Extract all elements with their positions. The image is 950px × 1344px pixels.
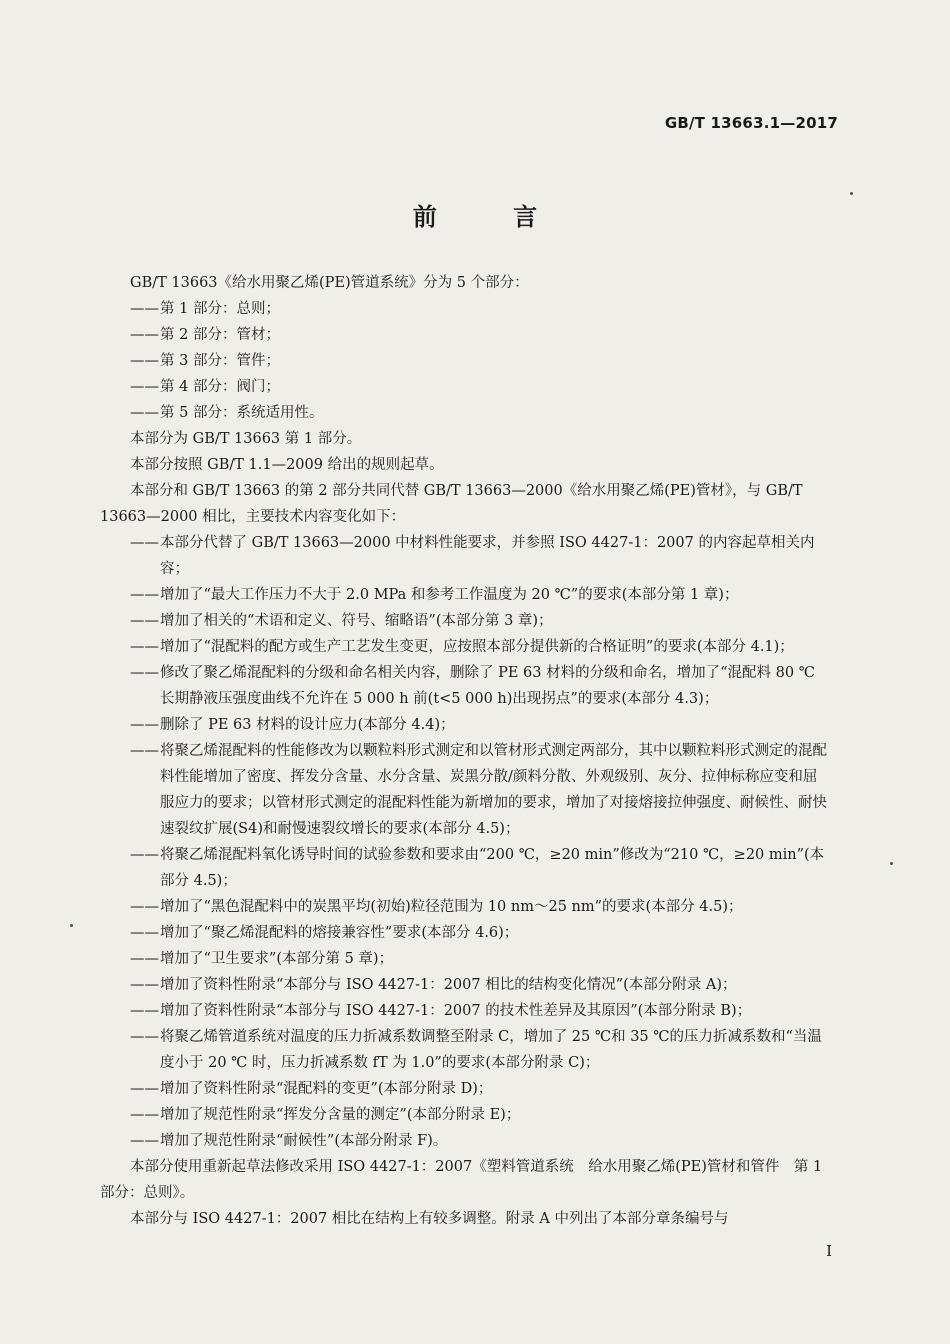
change-item: —— 本部分代替了 GB/T 13663—2000 中材料性能要求，并参照 ISO 4427-1：2007 的内容起草相关内容； [100, 530, 830, 582]
change-item: —— 删除了 PE 63 材料的设计应力(本部分 4.4)； [100, 712, 830, 738]
change-item: —— 增加了资料性附录“混配料的变更”(本部分附录 D)； [100, 1076, 830, 1102]
change-item: —— 增加了相关的“术语和定义、符号、缩略语”(本部分第 3 章)； [100, 608, 830, 634]
dash-marker: —— [130, 327, 159, 343]
dash-marker: —— [130, 1003, 159, 1019]
dash-marker: —— [130, 613, 159, 629]
change-item: —— 增加了资料性附录“本部分与 ISO 4427-1：2007 的技术性差异及其原因”(本部分附录 B)； [100, 998, 830, 1024]
dash-marker: —— [130, 301, 159, 317]
change-item: —— 将聚乙烯混配料的性能修改为以颗粒料形式测定和以管材形式测定两部分，其中以颗粒料形式测定的混配料性能增加了密度、挥发分含量、水分含量、炭黑分散/颜料分散、外观级别、灰分、拉伸标称应变和屈服应力的要求；以管材形式测定的混配料性能为新增加的要求，增加了对接熔接拉伸强度、耐候性、耐快速裂纹扩展(S4)和耐慢速裂纹增长的要求(本部分 4.5)； [100, 738, 830, 842]
dash-marker: —— [130, 1081, 159, 1097]
paragraph: 本部分按照 GB/T 1.1—2009 给出的规则起草。 [130, 457, 444, 473]
paragraph: 本部分为 GB/T 13663 第 1 部分。 [130, 431, 362, 447]
dash-marker: —— [130, 353, 159, 369]
list-item: —— 第 1 部分：总则； [100, 296, 830, 322]
dash-marker: —— [130, 743, 159, 759]
change-item: —— 增加了“聚乙烯混配料的熔接兼容性”要求(本部分 4.6)； [100, 920, 830, 946]
change-item: —— 增加了“混配料的配方或生产工艺发生变更，应按照本部分提供新的合格证明”的要求(本部分 4.1)； [100, 634, 830, 660]
scan-speck [70, 924, 73, 927]
dash-marker: —— [130, 847, 159, 863]
change-item: —— 增加了规范性附录“挥发分含量的测定”(本部分附录 E)； [100, 1102, 830, 1128]
dash-marker: —— [130, 977, 159, 993]
dash-marker: —— [130, 379, 159, 395]
paragraph: 本部分与 ISO 4427-1：2007 相比在结构上有较多调整。附录 A 中列出了本部分章条编号与 [130, 1211, 729, 1227]
dash-marker: —— [130, 405, 159, 421]
list-item: —— 第 5 部分：系统适用性。 [100, 400, 830, 426]
dash-marker: —— [130, 1133, 159, 1149]
page-number: I [826, 1242, 832, 1260]
intro-paragraph: GB/T 13663《给水用聚乙烯(PE)管道系统》分为 5 个部分： [130, 275, 529, 291]
standard-code: GB/T 13663.1—2017 [664, 114, 838, 132]
change-item: —— 将聚乙烯混配料氧化诱导时间的试验参数和要求由“200 ℃，≥20 min”修改为“210 ℃，≥20 min”(本部分 4.5)； [100, 842, 830, 894]
page-title: 前 言 [412, 203, 572, 231]
body-text [100, 270, 830, 1232]
dash-marker: —— [130, 1029, 159, 1045]
dash-marker: —— [130, 899, 159, 915]
change-item: —— 增加了“最大工作压力不大于 2.0 MPa 和参考工作温度为 20 ℃”的要求(本部分第 1 章)； [100, 582, 830, 608]
dash-marker: —— [130, 717, 159, 733]
list-item: —— 第 3 部分：管件； [100, 348, 830, 374]
dash-marker: —— [130, 925, 159, 941]
dash-marker: —— [130, 639, 159, 655]
list-item: —— 第 2 部分：管材； [100, 322, 830, 348]
change-item: —— 增加了“卫生要求”(本部分第 5 章)； [100, 946, 830, 972]
change-item: —— 增加了资料性附录“本部分与 ISO 4427-1：2007 相比的结构变化情况”(本部分附录 A)； [100, 972, 830, 998]
change-item: —— 修改了聚乙烯混配料的分级和命名相关内容，删除了 PE 63 材料的分级和命名，增加了“混配料 80 ℃ 长期静液压强度曲线不允许在 5 000 h 前(t<5 000 h)出现拐点”的要求(本部分 4.3)； [100, 660, 830, 712]
scan-speck [890, 862, 893, 865]
list-item: —— 第 4 部分：阀门； [100, 374, 830, 400]
change-item: —— 增加了“黑色混配料中的炭黑平均(初始)粒径范围为 10 nm～25 nm”的要求(本部分 4.5)； [100, 894, 830, 920]
dash-marker: —— [130, 951, 159, 967]
paragraph: 本部分使用重新起草法修改采用 ISO 4427-1：2007《塑料管道系统 给水用聚乙烯(PE)管材和管件 第 1 部分：总则》。 [100, 1159, 823, 1201]
dash-marker: —— [130, 1107, 159, 1123]
change-item: —— 增加了规范性附录“耐候性”(本部分附录 F)。 [100, 1128, 830, 1154]
paragraph: 本部分和 GB/T 13663 的第 2 部分共同代替 GB/T 13663—2000《给水用聚乙烯(PE)管材》，与 GB/T 13663—2000 相比，主要技术内容变化如下： [100, 483, 803, 525]
dash-marker: —— [130, 535, 159, 551]
scan-speck [850, 192, 853, 195]
change-item: —— 将聚乙烯管道系统对温度的压力折减系数调整至附录 C，增加了 25 ℃和 35 ℃的压力折减系数和“当温度小于 20 ℃ 时，压力折减系数 fT 为 1.0”的要求(本部分附录 C)； [100, 1024, 830, 1076]
dash-marker: —— [130, 587, 159, 603]
dash-marker: —— [130, 665, 159, 681]
